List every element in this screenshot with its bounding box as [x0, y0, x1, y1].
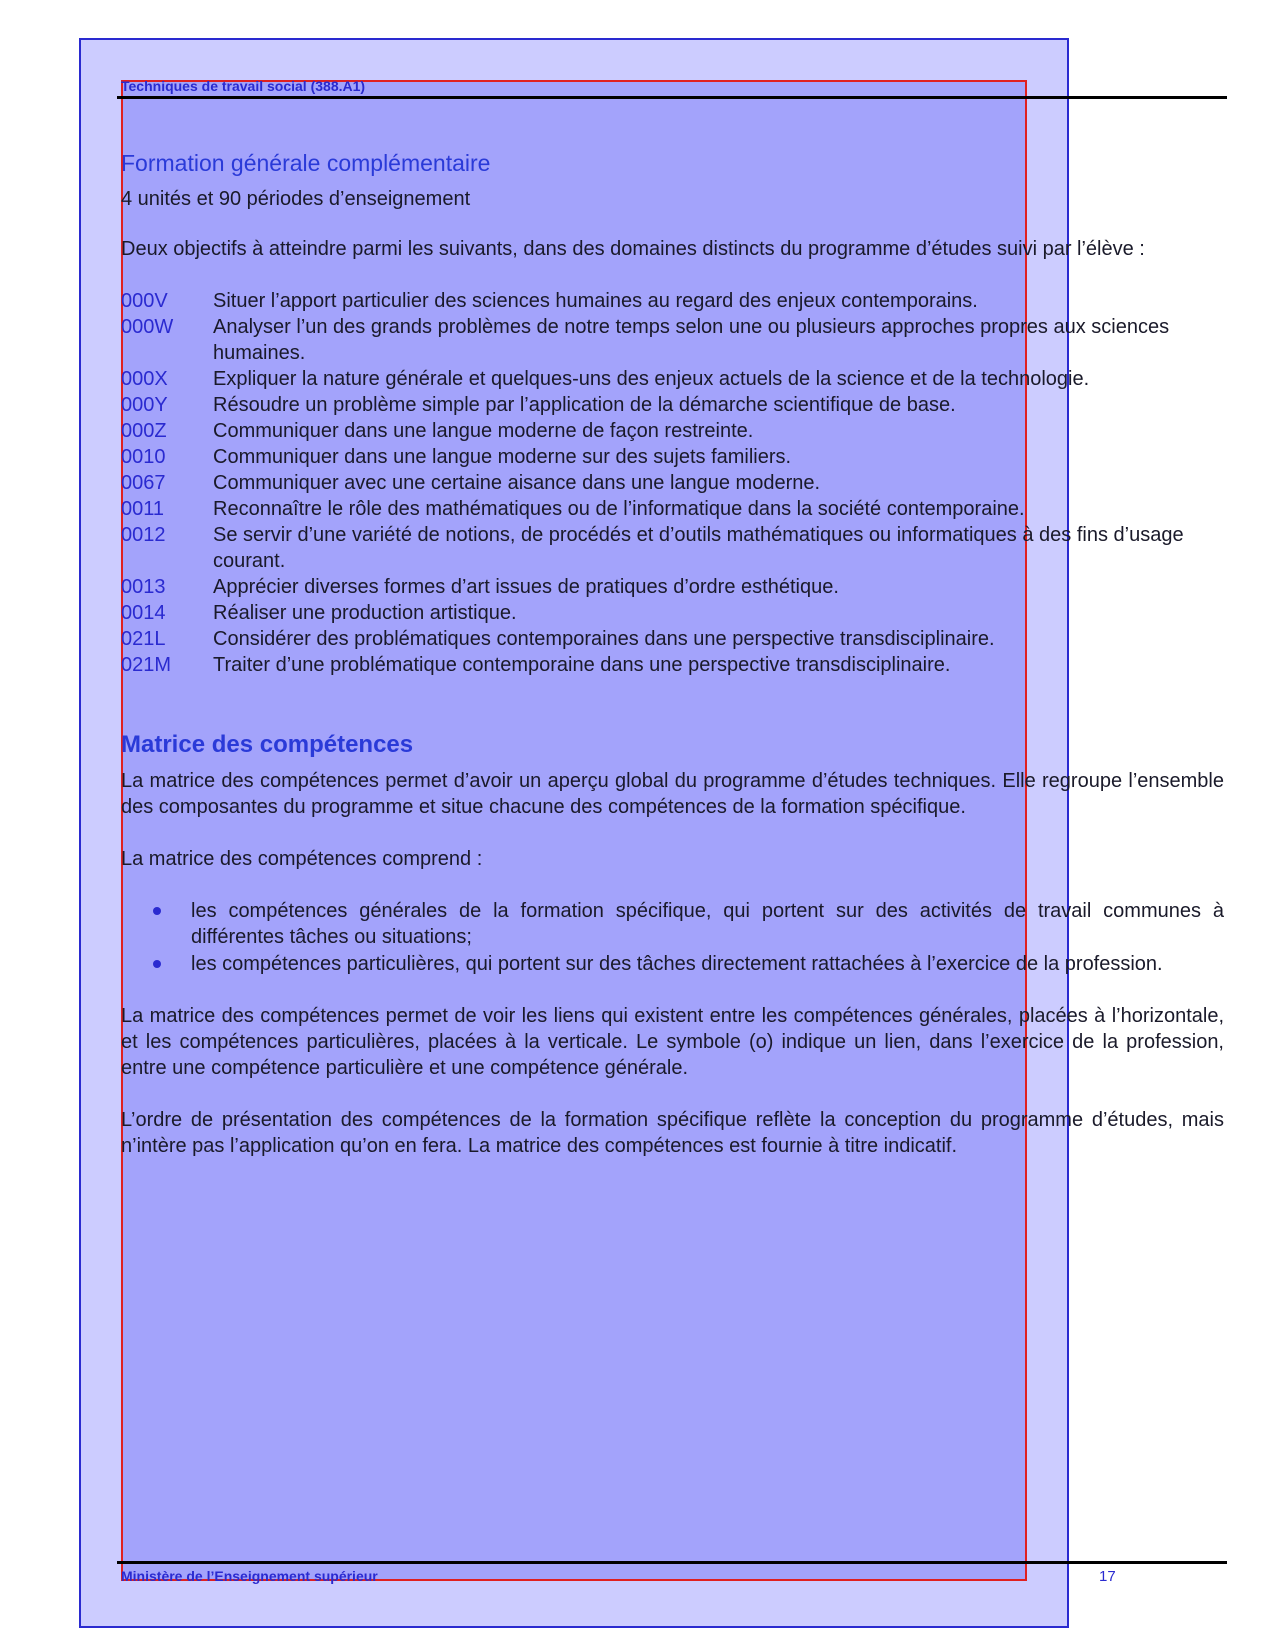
objective-row	[121, 574, 1224, 600]
objective-text: Expliquer la nature générale et quelques-uns des enjeux actuels de la science et de la technologie.	[213, 368, 1090, 390]
objective-row	[121, 652, 1224, 678]
objective-text: Apprécier diverses formes d’art issues de pratiques d’ordre esthétique.	[213, 576, 839, 598]
bullet-item	[191, 951, 1224, 977]
objective-row	[121, 288, 1224, 314]
objective-code: 000X	[121, 368, 168, 390]
matrice-paragraph-2: La matrice des compétences comprend :	[121, 848, 483, 870]
objective-code: 0010	[121, 446, 166, 468]
objective-row	[121, 522, 1224, 574]
objective-row	[121, 366, 1224, 392]
matrice-paragraph-3: La matrice des compétences permet de voir les liens qui existent entre les compétences générales, placées à l’horizontale, et les compétences particulières, placées à la verticale. Le symbole (o) indique un lien, dans l’exercice de la profession, entre une compétence particulière et une compétence générale.	[121, 1005, 1224, 1079]
objective-text: Analyser l’un des grands problèmes de notre temps selon une ou plusieurs approches propres aux sciences humaines.	[213, 316, 1170, 364]
running-footer: Ministère de l’Enseignement supérieur	[121, 1568, 378, 1584]
running-header: Techniques de travail social (388.A1)	[121, 78, 366, 94]
page-number: 17	[1099, 1568, 1116, 1585]
objective-text: Communiquer avec une certaine aisance dans une langue moderne.	[213, 472, 821, 494]
objective-text: Reconnaître le rôle des mathématiques ou de l’informatique dans la société contemporaine.	[213, 498, 1025, 520]
objective-code: 0011	[121, 498, 165, 520]
objective-row	[121, 418, 1224, 444]
objective-row	[121, 600, 1224, 626]
objective-text: Situer l’apport particulier des sciences humaines au regard des enjeux contemporains.	[213, 290, 978, 312]
objective-code: 021L	[121, 628, 166, 650]
objective-code: 0014	[121, 602, 166, 624]
competence-bullet-list	[121, 898, 1224, 977]
objective-row	[121, 444, 1224, 470]
objective-row	[121, 470, 1224, 496]
header-rule	[117, 96, 1227, 99]
objective-text: Réaliser une production artistique.	[213, 602, 517, 624]
intro-paragraph: Deux objectifs à atteindre parmi les suivants, dans des domaines distincts du programme d’études suivi par l’élève :	[121, 238, 1145, 260]
objective-text: Résoudre un problème simple par l’application de la démarche scientifique de base.	[213, 394, 956, 416]
footer-rule	[117, 1561, 1227, 1564]
objective-row	[121, 314, 1224, 366]
objective-code: 000W	[121, 316, 174, 338]
objective-code: 000Y	[121, 394, 168, 416]
section-title-matrice: Matrice des compétences	[121, 731, 414, 758]
objective-text: Traiter d’une problématique contemporaine dans une perspective transdisciplinaire.	[213, 654, 951, 676]
objective-text: Communiquer dans une langue moderne sur des sujets familiers.	[213, 446, 792, 468]
bullet-text: les compétences générales de la formation spécifique, qui portent sur des activités de travail communes à différentes tâches ou situations;	[191, 900, 1224, 948]
objectives-list	[121, 288, 1224, 678]
objective-code: 0067	[121, 472, 166, 494]
objective-text: Communiquer dans une langue moderne de façon restreinte.	[213, 420, 754, 442]
matrice-paragraph-1: La matrice des compétences permet d’avoir un aperçu global du programme d’études techniques. Elle regroupe l’ensemble des composantes du programme et situe chacune des compétences de la formation spécifique.	[121, 770, 1224, 818]
bullet-dot-icon	[153, 907, 161, 915]
objective-text: Se servir d’une variété de notions, de procédés et d’outils mathématiques ou informatiques à des fins d’usage courant.	[213, 524, 1184, 572]
bullet-text: les compétences particulières, qui portent sur des tâches directement rattachées à l’exercice de la profession.	[191, 953, 1163, 975]
objective-text: Considérer des problématiques contemporaines dans une perspective transdisciplinaire.	[213, 628, 995, 650]
bullet-dot-icon	[153, 960, 161, 968]
section-subtitle: 4 unités et 90 périodes d’enseignement	[121, 188, 471, 210]
document-body	[121, 150, 1224, 1185]
objective-code: 0013	[121, 576, 166, 598]
section-title-formation: Formation générale complémentaire	[121, 150, 491, 176]
bullet-item	[191, 898, 1224, 950]
objective-row	[121, 626, 1224, 652]
objective-code: 0012	[121, 524, 166, 546]
objective-row	[121, 496, 1224, 522]
objective-row	[121, 392, 1224, 418]
matrice-paragraph-4: L’ordre de présentation des compétences de la formation spécifique reflète la conception du programme d’études, mais n’intère pas l’application qu’on en fera. La matrice des compétences est fournie à titre indicatif.	[121, 1109, 1224, 1157]
objective-code: 000Z	[121, 420, 167, 442]
objective-code: 021M	[121, 654, 172, 676]
objective-code: 000V	[121, 290, 168, 312]
